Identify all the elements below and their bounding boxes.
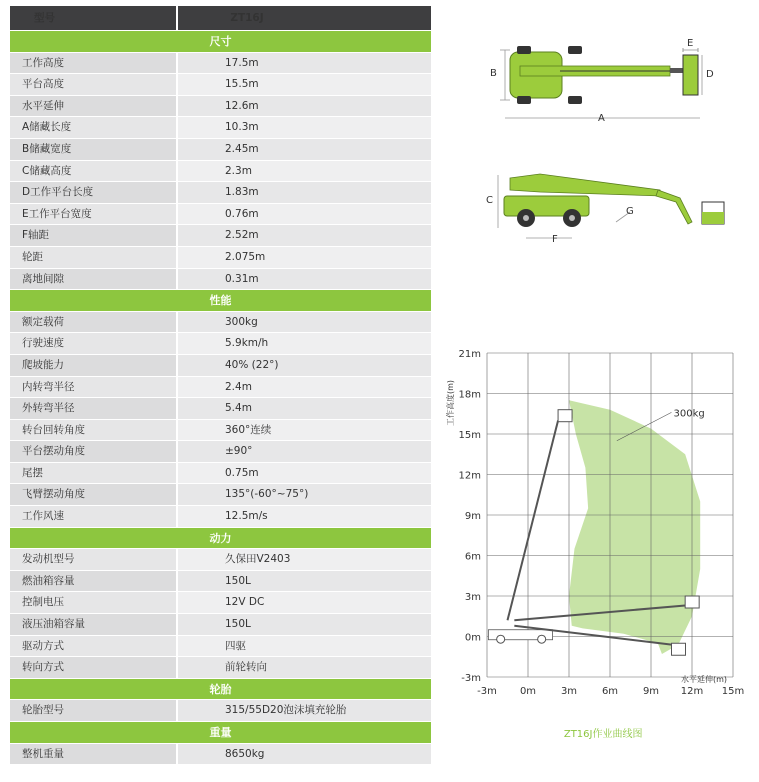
section-title: 重量 (10, 722, 431, 744)
label-e: E (687, 38, 694, 49)
boom-vertical (508, 421, 559, 621)
table-row (10, 571, 431, 593)
spec-name: 转台回转角度 (10, 420, 178, 441)
load-label: 300kg (673, 408, 705, 420)
y-axis-title: 工作高度(m) (446, 379, 455, 427)
x-tick-label: 12m (680, 686, 704, 697)
spec-name: 离地间隙 (10, 269, 178, 290)
spec-name: 外转弯半径 (10, 398, 178, 419)
table-row (10, 333, 431, 355)
spec-value: 360°连续 (178, 420, 431, 441)
spec-name: A储藏长度 (10, 117, 178, 138)
spec-value: 四驱 (178, 636, 431, 657)
spec-value: ±90° (178, 441, 431, 462)
spec-name: F轴距 (10, 225, 178, 246)
label-a: A (598, 113, 605, 124)
table-row (10, 441, 431, 463)
label-b: B (490, 68, 497, 79)
spec-value: 315/55D20泡沫填充轮胎 (178, 700, 431, 721)
spec-value: 12V DC (178, 592, 431, 613)
spec-name: 转向方式 (10, 657, 178, 678)
y-tick-label: 12m (458, 470, 481, 482)
spec-name: 平台摆动角度 (10, 441, 178, 462)
spec-value: 前轮转向 (178, 657, 431, 678)
x-tick-label: 9m (642, 686, 660, 697)
label-g: G (626, 206, 634, 217)
spec-value: 150L (178, 571, 431, 592)
spec-value: 2.075m (178, 247, 431, 268)
label-c: C (486, 195, 493, 206)
spec-value: 40% (22°) (178, 355, 431, 376)
y-tick-label: 18m (458, 389, 481, 401)
table-row (10, 636, 431, 658)
table-row (10, 312, 431, 334)
table-row (10, 225, 431, 247)
spec-value: 10.3m (178, 117, 431, 138)
section-title: 尺寸 (10, 31, 431, 53)
label-f: F (552, 234, 558, 245)
table-row (10, 96, 431, 118)
table-row (10, 161, 431, 183)
table-row (10, 506, 431, 528)
spec-name: 水平延伸 (10, 96, 178, 117)
table-row (10, 117, 431, 139)
spec-value: 2.52m (178, 225, 431, 246)
spec-name: 轮距 (10, 247, 178, 268)
envelope-area (569, 400, 700, 654)
spec-table (10, 6, 431, 765)
header-model-value: ZT16J (230, 12, 264, 24)
x-tick-label: 6m (601, 686, 619, 697)
table-row (10, 420, 431, 442)
spec-name: 液压油箱容量 (10, 614, 178, 635)
section-title: 动力 (10, 528, 431, 550)
spec-name: B储藏宽度 (10, 139, 178, 160)
spec-value: 0.76m (178, 204, 431, 225)
spec-name: 飞臂摆动角度 (10, 484, 178, 505)
spec-value: 300kg (178, 312, 431, 333)
spec-value: 135°(-60°~75°) (178, 484, 431, 505)
spec-name: 内转弯半径 (10, 377, 178, 398)
spec-value: 12.5m/s (178, 506, 431, 527)
y-tick-label: 21m (458, 349, 481, 360)
side-view-diagram (480, 160, 730, 255)
spec-name: 整机重量 (10, 744, 178, 765)
spec-value: 2.45m (178, 139, 431, 160)
table-row (10, 484, 431, 506)
table-row (10, 398, 431, 420)
y-tick-label: 9m (464, 511, 481, 522)
x-tick-label: 15m (721, 686, 745, 697)
table-header (10, 6, 431, 31)
x-tick-label: 3m (560, 686, 578, 697)
spec-value: 8650kg (178, 744, 431, 765)
platform-lower (672, 643, 686, 655)
table-row (10, 74, 431, 96)
y-tick-label: -3m (461, 673, 481, 684)
spec-value: 2.3m (178, 161, 431, 182)
spec-value: 15.5m (178, 74, 431, 95)
spec-value: 5.4m (178, 398, 431, 419)
table-row (10, 53, 431, 75)
table-row (10, 247, 431, 269)
spec-name: 行驶速度 (10, 333, 178, 354)
spec-name: 驱动方式 (10, 636, 178, 657)
header-model-label: 型号 (10, 6, 178, 30)
work-envelope-chart (437, 345, 755, 740)
spec-value: 150L (178, 614, 431, 635)
spec-name: 发动机型号 (10, 549, 178, 570)
table-row (10, 139, 431, 161)
spec-name: 工作风速 (10, 506, 178, 527)
top-view-diagram (480, 34, 730, 134)
spec-value: 0.75m (178, 463, 431, 484)
spec-value: 0.31m (178, 269, 431, 290)
section-title: 轮胎 (10, 679, 431, 701)
chart-caption: ZT16J作业曲线图 (563, 729, 643, 740)
table-row (10, 744, 431, 766)
spec-value: 17.5m (178, 53, 431, 74)
table-row (10, 700, 431, 722)
table-row (10, 614, 431, 636)
platform-horizontal (685, 596, 699, 608)
spec-name: E工作平台宽度 (10, 204, 178, 225)
machine-wheel (538, 635, 546, 643)
spec-name: 控制电压 (10, 592, 178, 613)
spec-name: 燃油箱容量 (10, 571, 178, 592)
table-row (10, 463, 431, 485)
spec-value: 1.83m (178, 182, 431, 203)
x-tick-label: -3m (477, 686, 497, 697)
y-tick-label: 0m (464, 632, 481, 644)
x-tick-label: 0m (519, 686, 537, 697)
label-d: D (706, 69, 714, 80)
x-axis-title: 水平延伸(m) (680, 675, 727, 684)
spec-value: 2.4m (178, 377, 431, 398)
table-row (10, 549, 431, 571)
section-title: 性能 (10, 290, 431, 312)
y-tick-label: 15m (458, 430, 481, 441)
spec-name: 轮胎型号 (10, 700, 178, 721)
table-row (10, 269, 431, 291)
spec-name: D工作平台长度 (10, 182, 178, 203)
y-tick-label: 3m (464, 592, 481, 603)
spec-name: 额定载荷 (10, 312, 178, 333)
spec-name: 爬坡能力 (10, 355, 178, 376)
table-row (10, 377, 431, 399)
spec-name: 工作高度 (10, 53, 178, 74)
spec-name: C储藏高度 (10, 161, 178, 182)
machine-wheel (497, 635, 505, 643)
spec-value: 久保田V2403 (178, 549, 431, 570)
spec-name: 平台高度 (10, 74, 178, 95)
spec-value: 5.9km/h (178, 333, 431, 354)
table-row (10, 657, 431, 679)
platform-top (558, 410, 572, 422)
table-row (10, 182, 431, 204)
table-row (10, 204, 431, 226)
y-tick-label: 6m (464, 551, 481, 563)
table-row (10, 592, 431, 614)
table-row (10, 355, 431, 377)
spec-value: 12.6m (178, 96, 431, 117)
spec-name: 尾摆 (10, 463, 178, 484)
